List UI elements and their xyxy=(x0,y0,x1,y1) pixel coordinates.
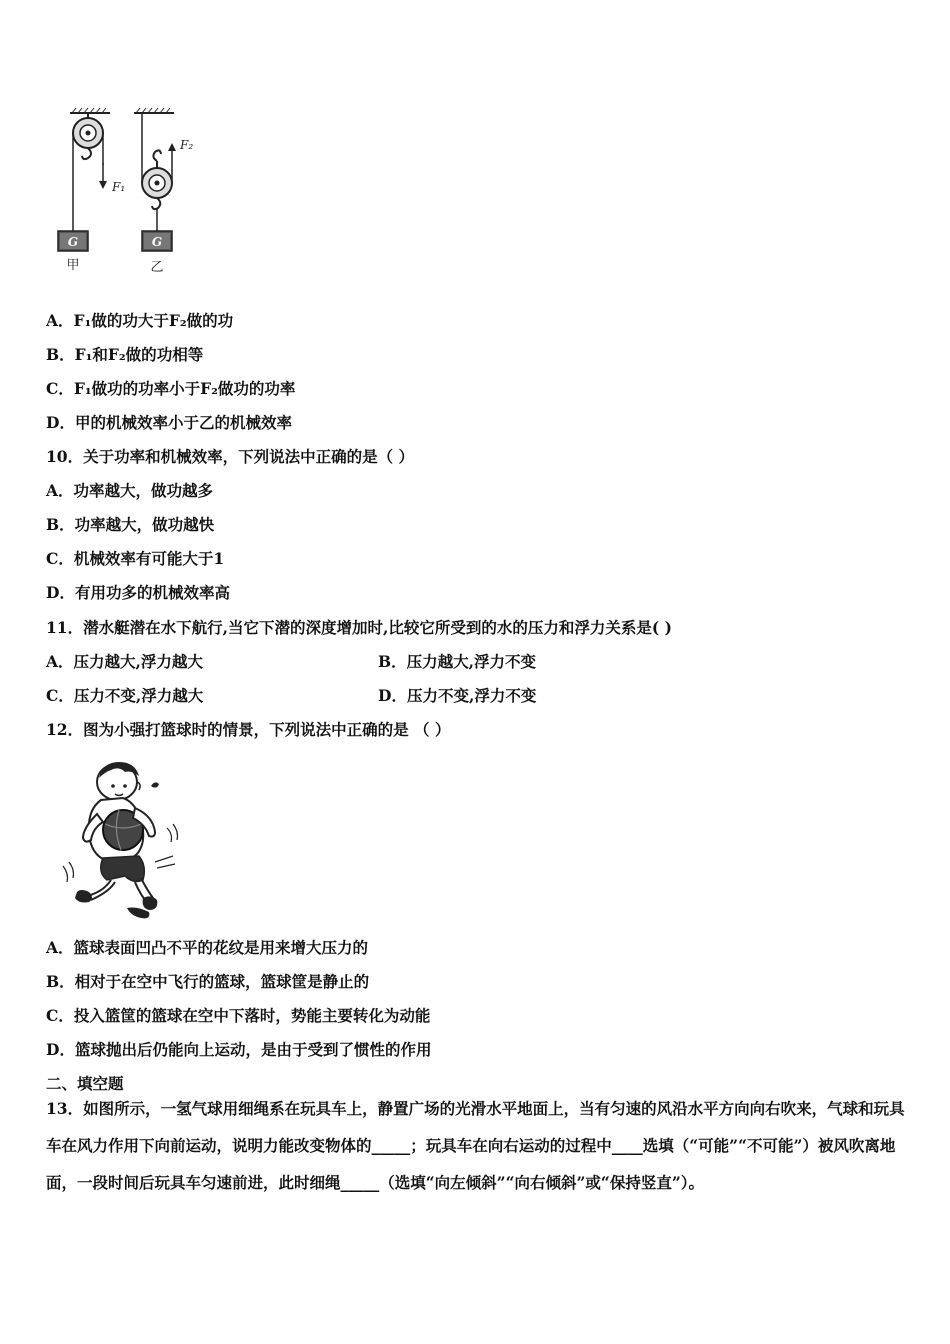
q12-stem: 12．图为小强打篮球时的情景，下列说法中正确的是 （ ） xyxy=(46,720,451,739)
q10-stem: 10．关于功率和机械效率，下列说法中正确的是（ ） xyxy=(46,447,414,466)
pulley-figure xyxy=(50,105,210,277)
q9-option-b: B．F₁和F₂做的功相等 xyxy=(46,345,204,364)
q11-option-c: C．压力不变,浮力越大 xyxy=(46,686,204,705)
q11-option-b: B．压力越大,浮力不变 xyxy=(378,652,536,671)
q10-option-d: D．有用功多的机械效率高 xyxy=(46,583,230,602)
force-label-left: F₁ xyxy=(112,180,126,194)
q9-option-d: D．甲的机械效率小于乙的机械效率 xyxy=(46,413,292,432)
figure-label-jia: 甲 xyxy=(66,258,80,273)
weight-label-left: G xyxy=(67,235,79,249)
q9-option-a: A．F₁做的功大于F₂做的功 xyxy=(46,311,234,330)
q10-option-c: C．机械效率有可能大于1 xyxy=(46,549,225,568)
q11-option-d: D．压力不变,浮力不变 xyxy=(378,686,537,705)
q12-option-c: C．投入篮筐的篮球在空中下落时，势能主要转化为动能 xyxy=(46,1006,431,1025)
weight-label-right: G xyxy=(151,235,163,249)
q12-option-a: A．篮球表面凹凸不平的花纹是用来增大压力的 xyxy=(46,938,369,957)
figure-label-yi: 乙 xyxy=(150,260,164,275)
q11-option-a: A．压力越大,浮力越大 xyxy=(46,652,203,671)
section-title-fill-in: 二、填空题 xyxy=(46,1074,124,1093)
force-label-right: F₂ xyxy=(180,138,194,152)
q11-stem: 11．潜水艇潜在水下航行,当它下潜的深度增加时,比较它所受到的水的压力和浮力关系是( ) xyxy=(46,618,672,637)
q12-option-d: D．篮球抛出后仍能向上运动，是由于受到了惯性的作用 xyxy=(46,1040,432,1059)
q12-option-b: B．相对于在空中飞行的篮球，篮球筐是静止的 xyxy=(46,972,370,991)
q10-option-a: A．功率越大，做功越多 xyxy=(46,481,214,500)
basketball-player-figure xyxy=(55,758,190,923)
q10-option-b: B．功率越大，做功越快 xyxy=(46,515,215,534)
q9-option-c: C．F₁做功的功率小于F₂做功的功率 xyxy=(46,379,296,398)
q13-text: 13．如图所示，一氢气球用细绳系在玩具车上，静置广场的光滑水平地面上，当有匀速的风沿水平方向向右吹来，气球和玩具车在风力作用下向前运动，说明力能改变物体的_____；玩具车在向右运动的过程中____选填（“可能”“不可能”）被风吹离地面，一段时间后玩具车匀速前进，此时细绳_____（选填“向左倾斜”“向右倾斜”或“保持竖直”）。 xyxy=(46,1099,905,1192)
